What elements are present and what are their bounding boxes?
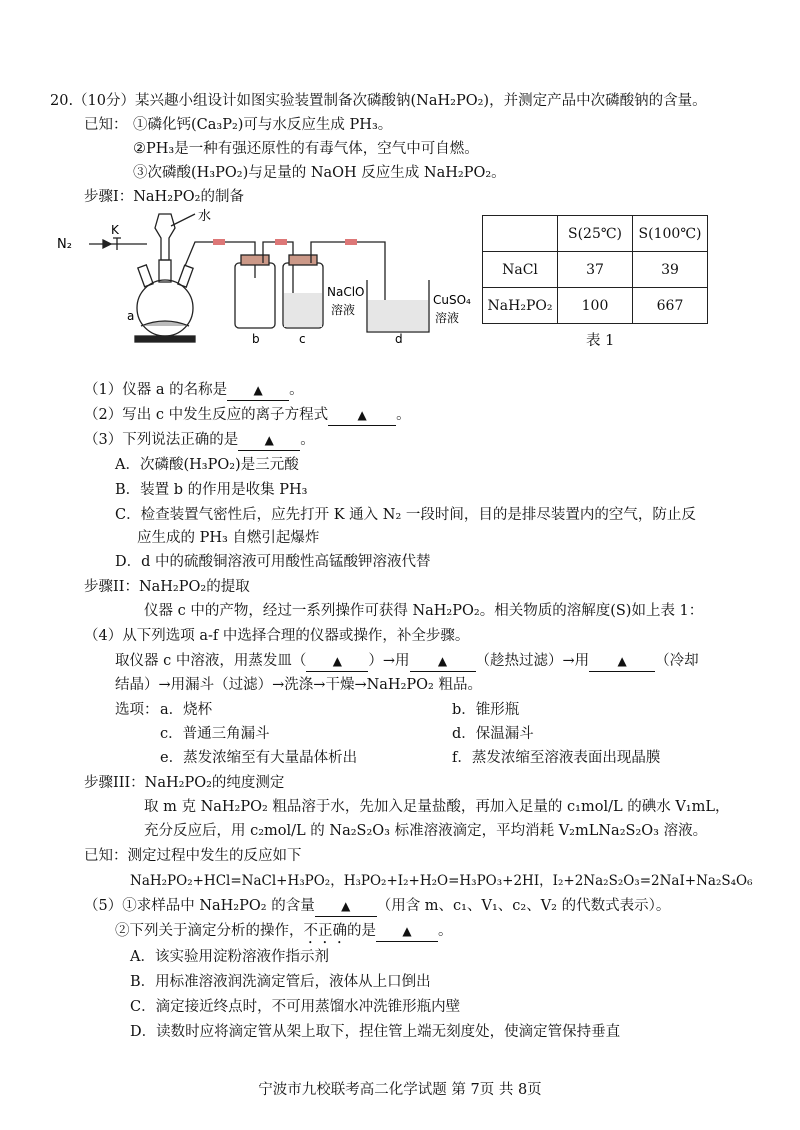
q4-option-e: e．蒸发浓缩至有大量晶体析出 bbox=[160, 750, 358, 766]
table-header-cell bbox=[483, 216, 558, 252]
q2: （2）写出 c 中发生反应的离子方程式 ▲ 。 bbox=[84, 405, 411, 426]
q4-option-f: f．蒸发浓缩至溶液表面出现晶膜 bbox=[452, 750, 661, 766]
n2-arrow-icon bbox=[103, 240, 111, 248]
known-item-2: ②PH₃是一种有强还原性的有毒气体，空气中可自燃。 bbox=[133, 141, 479, 157]
step2-text: 仪器 c 中的产物，经过一系列操作可获得 NaH₂PO₂。相关物质的溶解度(S)如上表 1： bbox=[144, 603, 704, 619]
q5-part1: （5）①求样品中 NaH₂PO₂ 的含量 ▲ （用含 m、c₁、V₁、c₂、V₂ 的代数式表示）。 bbox=[84, 896, 670, 917]
water-label: 水 bbox=[198, 209, 212, 224]
step1-title: 步骤I：NaH₂PO₂的制备 bbox=[84, 189, 244, 205]
apparatus-diagram bbox=[55, 208, 480, 348]
q5-option-d: D．读数时应将滴定管从架上取下，捏住管上端无刻度处，使滴定管保持垂直 bbox=[130, 1024, 621, 1040]
answer-blank[interactable]: ▲ bbox=[227, 380, 289, 401]
answer-blank[interactable]: ▲ bbox=[315, 896, 377, 917]
emphasis-not-correct: 不正确 bbox=[303, 923, 347, 939]
q4-option-c: c．普通三角漏斗 bbox=[160, 726, 270, 742]
step3-known: 已知：测定过程中发生的反应如下 bbox=[84, 848, 302, 864]
q4-line2: 取仪器 c 中溶液，用蒸发皿（ ▲ ）→用 ▲ （趁热过滤）→用 ▲ （冷却 bbox=[115, 651, 699, 672]
answer-blank[interactable]: ▲ bbox=[328, 405, 396, 426]
bottle-b-stopper bbox=[241, 255, 269, 265]
table-header-cell: S(25℃) bbox=[558, 216, 633, 252]
heater bbox=[135, 336, 195, 342]
table-cell: 37 bbox=[558, 252, 633, 288]
naclo-solution-label: 溶液 bbox=[331, 303, 356, 317]
q4-option-a: a．烧杯 bbox=[160, 702, 213, 718]
table-cell: NaH₂PO₂ bbox=[483, 288, 558, 324]
question-header: 20.（10分）某兴趣小组设计如图实验装置制备次磷酸钠(NaH₂PO₂)，并测定产品中次磷酸钠的含量。 bbox=[50, 93, 707, 109]
cuso4-label: CuSO₄ bbox=[433, 293, 471, 307]
q4-option-d: d．保温漏斗 bbox=[452, 726, 534, 742]
q3-option-c-cont: 应生成的 PH₃ 自燃引起爆炸 bbox=[137, 530, 320, 546]
q1: （1）仪器 a 的名称是 ▲ 。 bbox=[84, 380, 304, 401]
solubility-table bbox=[482, 215, 708, 324]
label-d: d bbox=[395, 332, 403, 346]
answer-blank[interactable]: ▲ bbox=[238, 430, 300, 451]
q5-option-a: A．该实验用淀粉溶液作指示剂 bbox=[130, 949, 329, 965]
table-cell: NaCl bbox=[483, 252, 558, 288]
table-cell: 667 bbox=[633, 288, 708, 324]
label-a: a bbox=[127, 309, 135, 323]
table-cell: 100 bbox=[558, 288, 633, 324]
page-footer: 宁波市九校联考高二化学试题 第 7页 共 8页 bbox=[258, 1082, 542, 1098]
table-cell: 39 bbox=[633, 252, 708, 288]
known-item-1: ①磷化钙(Ca₃P₂)可与水反应生成 PH₃。 bbox=[133, 117, 393, 133]
q5-part2: ②下列关于滴定分析的操作，不正确的是 ▲ 。 bbox=[115, 921, 453, 947]
q4-option-b: b．锥形瓶 bbox=[452, 702, 520, 718]
known-label: 已知： bbox=[84, 117, 128, 133]
k-label: K bbox=[111, 223, 119, 237]
step2-title: 步骤II：NaH₂PO₂的提取 bbox=[84, 579, 250, 595]
q3-option-a: A．次磷酸(H₃PO₂)是三元酸 bbox=[115, 457, 299, 473]
label-c: c bbox=[299, 332, 306, 346]
step3-text-2: 充分反应后，用 c₂mol/L 的 Na₂S₂O₃ 标准溶液滴定，平均消耗 V₂mLNa₂S₂O₃ 溶液。 bbox=[144, 823, 708, 839]
known-item-3: ③次磷酸(H₃PO₂)与足量的 NaOH 反应生成 NaH₂PO₂。 bbox=[133, 165, 506, 181]
label-b: b bbox=[252, 332, 260, 346]
q3-option-c: C．检查装置气密性后，应先打开 K 通入 N₂ 一段时间，目的是排尽装置内的空气，防止反 bbox=[115, 507, 696, 523]
flask-a bbox=[137, 280, 193, 336]
q4-line1: （4）从下列选项 a-f 中选择合理的仪器或操作，补全步骤。 bbox=[84, 628, 470, 644]
q4-option-label: 选项： bbox=[115, 702, 159, 718]
q3: （3）下列说法正确的是 ▲ 。 bbox=[84, 430, 315, 451]
table-row bbox=[483, 252, 708, 288]
step3-title: 步骤III：NaH₂PO₂的纯度测定 bbox=[84, 775, 285, 791]
answer-blank[interactable]: ▲ bbox=[306, 651, 368, 672]
flask-a-center-neck bbox=[159, 260, 171, 282]
dropping-funnel bbox=[155, 214, 175, 260]
q5-option-b: B．用标准溶液润洗滴定管后，液体从上口倒出 bbox=[130, 974, 431, 990]
bottle-c-stopper bbox=[289, 255, 317, 265]
cuso4-solution-label: 溶液 bbox=[435, 311, 460, 325]
q5-option-c: C．滴定接近终点时，不可用蒸馏水冲洗锥形瓶内壁 bbox=[130, 999, 461, 1015]
reaction-equations: NaH₂PO₂+HCl=NaCl+H₃PO₂，H₃PO₂+I₂+H₂O=H₃PO₃+2HI，I₂+2Na₂S₂O₃=2NaI+Na₂S₄O₆ bbox=[130, 873, 753, 889]
q3-option-b: B．装置 b 的作用是收集 PH₃ bbox=[115, 482, 308, 498]
n2-label: N₂ bbox=[57, 237, 72, 252]
naclo-label: NaClO bbox=[327, 285, 365, 299]
table-header-cell: S(100℃) bbox=[633, 216, 708, 252]
answer-blank[interactable]: ▲ bbox=[589, 651, 655, 672]
step3-text-1: 取 m 克 NaH₂PO₂ 粗品溶于水，先加入足量盐酸，再加入足量的 c₁mol/L 的碘水 V₁mL， bbox=[144, 799, 730, 815]
table-row bbox=[483, 288, 708, 324]
answer-blank[interactable]: ▲ bbox=[376, 921, 438, 942]
answer-blank[interactable]: ▲ bbox=[410, 651, 476, 672]
table-header-row bbox=[483, 216, 708, 252]
q3-option-d: D．d 中的硫酸铜溶液可用酸性高锰酸钾溶液代替 bbox=[115, 554, 431, 570]
q4-line3: 结晶）→用漏斗（过滤）→洗涤→干燥→NaH₂PO₂ 粗品。 bbox=[115, 677, 482, 693]
table-caption: 表 1 bbox=[586, 333, 615, 349]
